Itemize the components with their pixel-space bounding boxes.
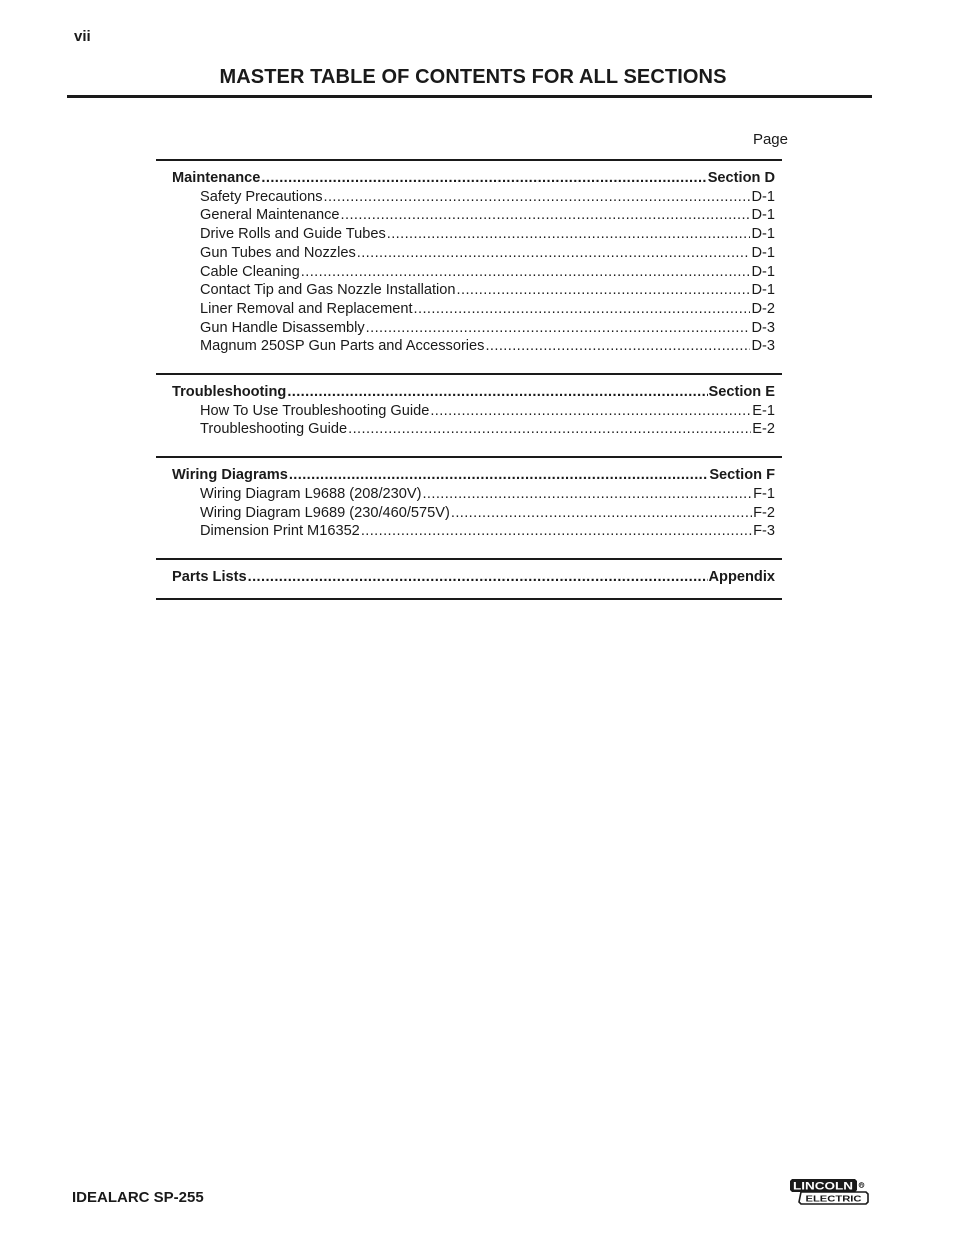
toc-entry <box>172 319 775 338</box>
section-title: Troubleshooting <box>172 384 287 401</box>
toc-entry-page: D-1 <box>751 207 775 224</box>
dot-leader <box>422 485 752 504</box>
dot-leader <box>248 568 708 587</box>
dot-leader <box>324 188 751 207</box>
toc-entry-page: F-1 <box>753 485 775 502</box>
toc-entry-page: D-1 <box>751 282 775 299</box>
toc-entry-label: Safety Precautions <box>200 188 323 205</box>
page-title: MASTER TABLE OF CONTENTS FOR ALL SECTIONS <box>219 66 727 88</box>
table-of-contents <box>156 159 782 600</box>
toc-entry <box>172 485 775 504</box>
toc-entry-page: E-2 <box>752 421 775 438</box>
dot-leader <box>366 319 751 338</box>
toc-entry <box>172 522 775 541</box>
toc-entry-label: Cable Cleaning <box>200 263 300 280</box>
toc-section-header <box>172 568 775 587</box>
toc-entry-label: Contact Tip and Gas Nozzle Installation <box>200 282 456 299</box>
toc-entry-page: D-1 <box>751 226 775 243</box>
toc-section <box>156 456 782 558</box>
page-column-label: Page <box>752 131 788 148</box>
toc-entry-label: Dimension Print M16352 <box>200 523 360 540</box>
toc-section <box>156 159 782 373</box>
toc-entry-label: General Maintenance <box>200 207 340 224</box>
toc-entry-label: Liner Removal and Replacement <box>200 300 413 317</box>
section-reference: Section E <box>708 384 775 401</box>
dot-leader <box>348 420 751 439</box>
toc-entry <box>172 225 775 244</box>
toc-entry-page: D-3 <box>751 319 775 336</box>
toc-entry-page: E-1 <box>752 402 775 419</box>
toc-entry <box>172 206 775 225</box>
toc-entry-label: Magnum 250SP Gun Parts and Accessories <box>200 338 485 355</box>
dot-leader <box>387 225 751 244</box>
toc-entry-page: D-2 <box>751 300 775 317</box>
toc-entry <box>172 188 775 207</box>
section-title: Parts Lists <box>172 568 247 585</box>
toc-section <box>156 558 782 600</box>
dot-leader <box>341 206 751 225</box>
toc-entry <box>172 337 775 356</box>
section-reference: Appendix <box>708 568 775 585</box>
toc-entry <box>172 300 775 319</box>
toc-entry-label: Gun Handle Disassembly <box>200 319 365 336</box>
toc-entry <box>172 504 775 523</box>
toc-entry <box>172 244 775 263</box>
toc-entry-label: Gun Tubes and Nozzles <box>200 244 356 261</box>
toc-section-header <box>172 383 775 402</box>
toc-section <box>156 373 782 456</box>
dot-leader <box>414 300 751 319</box>
toc-entry <box>172 263 775 282</box>
dot-leader <box>261 169 706 188</box>
toc-entry-label: Troubleshooting Guide <box>200 421 348 438</box>
toc-section-header <box>172 169 775 188</box>
section-reference: Section F <box>709 467 775 484</box>
toc-entry-page: F-3 <box>753 523 775 540</box>
logo-top-text: LINCOLN <box>793 1180 854 1193</box>
toc-entry-label: Wiring Diagram L9688 (208/230V) <box>200 485 422 502</box>
section-title: Maintenance <box>172 170 261 186</box>
toc-section-header <box>172 466 775 485</box>
dot-leader <box>457 281 751 300</box>
dot-leader <box>485 337 750 356</box>
toc-entry-page: D-1 <box>751 244 775 261</box>
toc-entry <box>172 281 775 300</box>
logo-bottom-text: ELECTRIC <box>805 1193 862 1204</box>
dot-leader <box>357 244 751 263</box>
dot-leader <box>451 504 752 523</box>
toc-entry-label: How To Use Troubleshooting Guide <box>200 402 430 419</box>
toc-entry-label: Wiring Diagram L9689 (230/460/575V) <box>200 504 450 521</box>
toc-entry-page: D-1 <box>751 188 775 205</box>
dot-leader <box>361 522 752 541</box>
toc-entry <box>172 402 775 421</box>
dot-leader <box>430 402 751 421</box>
dot-leader <box>301 263 751 282</box>
page-number: vii <box>74 28 91 45</box>
toc-entry-page: D-1 <box>751 263 775 280</box>
dot-leader <box>289 466 708 485</box>
toc-entry <box>172 420 775 439</box>
title-rule <box>67 95 872 98</box>
logo-registered-mark: R <box>859 1182 864 1188</box>
section-reference: Section D <box>707 170 775 186</box>
section-title: Wiring Diagrams <box>172 467 288 484</box>
dot-leader <box>287 383 707 402</box>
lincoln-electric-logo <box>789 1177 869 1206</box>
toc-entry-page: D-3 <box>751 338 775 355</box>
toc-entry-page: F-2 <box>753 504 775 521</box>
toc-entry-label: Drive Rolls and Guide Tubes <box>200 226 386 243</box>
footer-product-name: IDEALARC SP-255 <box>72 1189 204 1206</box>
